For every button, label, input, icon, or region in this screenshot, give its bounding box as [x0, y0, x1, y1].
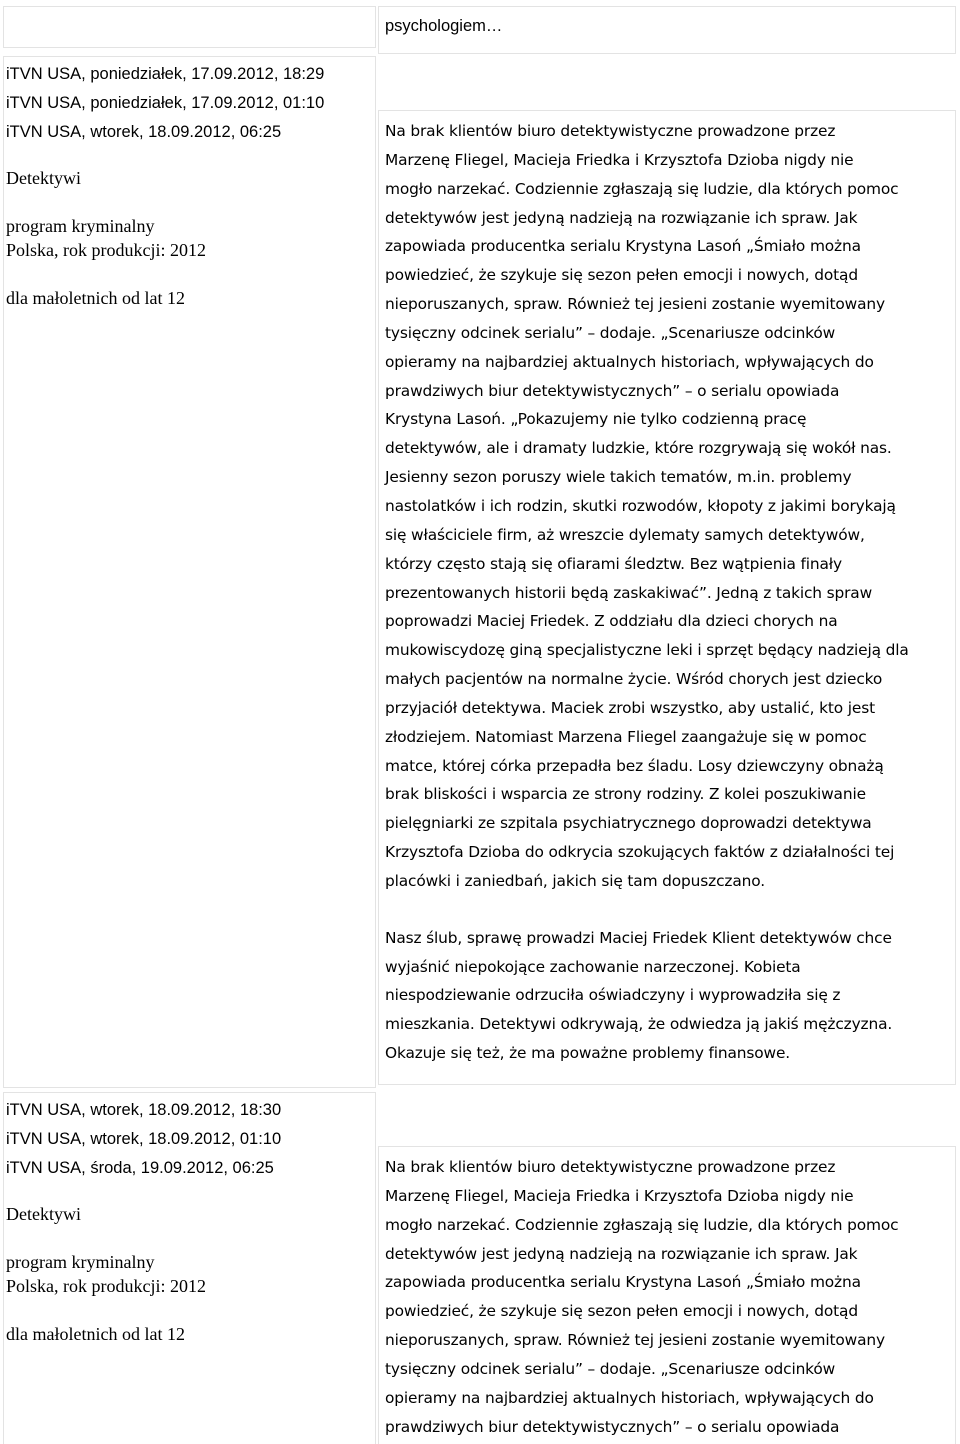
description-line: małych pacjentów na normalne życie. Wśród chorych jest dziecko — [385, 670, 883, 689]
description-line: Na brak klientów biuro detektywistyczne prowadzone przez — [385, 122, 836, 140]
description-line: nastolatków i ich rodzin, skutki rozwodów, kłopoty z jakimi borykają — [385, 496, 896, 515]
description-line: detektywów jest jedyną nadzieją na rozwiązanie ich spraw. Jak — [385, 208, 858, 227]
description-line: nieporuszanych, spraw. Również tej jesieni zostanie wyemitowany — [385, 1331, 885, 1350]
description-line: powiedzieć, że szykuje się sezon pełen emocji i nowych, dotąd — [385, 266, 858, 285]
description-line: tysięczny odcinek serialu” – dodaje. „Scenariusze odcinków — [385, 323, 836, 342]
description-line: tysięczny odcinek serialu” – dodaje. „Scenariusze odcinków — [385, 1359, 836, 1378]
top-right-cell — [378, 6, 956, 54]
episode-line: Nasz ślub, sprawę prowadzi Maciej Friedek Klient detektywów chce — [385, 928, 892, 947]
entry-1-description-cell — [378, 110, 956, 1085]
episode-description — [385, 924, 955, 1068]
description-line: Marzenę Fliegel, Macieja Friedka i Krzysztofa Dzioba nigdy nie — [385, 150, 854, 169]
broadcast-line: iTVN USA, środa, 19.09.2012, 06:25 — [6, 1158, 274, 1177]
description-line: się właściciele firm, aż wreszcie dylematy samych detektywów, — [385, 525, 865, 544]
broadcast-line: iTVN USA, wtorek, 18.09.2012, 01:10 — [6, 1129, 282, 1148]
episode-line: niespodziewanie odrzuciła oświadczyny i wyprowadziła się z — [385, 986, 841, 1005]
age-rating: dla małoletnich od lat 12 — [6, 1324, 185, 1345]
description-line: prezentowanych historii będą zaskakiwać”. Jedną z takich spraw — [385, 583, 873, 602]
top-left-cell — [3, 6, 376, 48]
program-title: Detektywi — [6, 1204, 81, 1225]
program-title: Detektywi — [6, 168, 81, 189]
description-line: detektywów jest jedyną nadzieją na rozwiązanie ich spraw. Jak — [385, 1244, 858, 1263]
description — [385, 1153, 955, 1441]
entry-1-meta-cell — [3, 56, 376, 1088]
description-line: złodziejem. Natomiast Marzena Fliegel zaangażuje się w pomoc — [385, 727, 867, 746]
description-line: opieramy na najbardziej aktualnych historiach, wpływających do — [385, 1388, 874, 1407]
description-line: detektywów, ale i dramaty ludzkie, które rozgrywają się wokół nas. — [385, 439, 892, 458]
description-line: prawdziwych biur detektywistycznych” – o serialu opowiada — [385, 381, 840, 400]
entry-2-meta-cell — [3, 1092, 376, 1444]
description-line: Na brak klientów biuro detektywistyczne prowadzone przez — [385, 1158, 836, 1176]
description — [385, 117, 955, 896]
description-line: opieramy na najbardziej aktualnych historiach, wpływających do — [385, 352, 874, 371]
broadcast-line: iTVN USA, poniedziałek, 17.09.2012, 18:29 — [6, 65, 325, 83]
episode-line: Okazuje się też, że ma poważne problemy finansowe. — [385, 1044, 791, 1063]
description-line: placówki i zaniedbań, jakich się tam dopuszczano. — [385, 871, 765, 890]
episode-line: wyjaśnić niepokojące zachowanie narzeczonej. Kobieta — [385, 957, 801, 976]
description-line: Jesienny sezon poruszy wiele takich tematów, m.in. problemy — [385, 468, 852, 487]
age-rating: dla małoletnich od lat 12 — [6, 288, 185, 309]
broadcast-line: iTVN USA, wtorek, 18.09.2012, 06:25 — [6, 122, 282, 141]
broadcast-line: iTVN USA, wtorek, 18.09.2012, 18:30 — [6, 1101, 282, 1119]
description-line: przyjaciół detektywa. Maciek zrobi wszystko, aby ustalić, kto jest — [385, 698, 875, 717]
description-line: mogło narzekać. Codziennie zgłaszają się ludzie, dla których pomoc — [385, 179, 899, 198]
description-line: którzy często stają się ofiarami śledztw. Bez wątpienia finały — [385, 554, 842, 573]
description-line: pielęgniarki ze szpitala psychiatrycznego doprowadzi detektywa — [385, 814, 872, 833]
description-line: brak bliskości i wsparcia ze strony rodziny. Z kolei poszukiwanie — [385, 785, 866, 804]
description-line: Krzysztofa Dzioba do odkrycia szokujących faktów z działalności tej — [385, 843, 895, 862]
program-genre: program kryminalny — [6, 1252, 155, 1273]
program-country-year: Polska, rok produkcji: 2012 — [6, 1276, 206, 1297]
description-line: mukowiscydozę giną specjalistyczne leki i sprzęt będący nadzieją dla — [385, 641, 909, 660]
entry-2-description-cell — [378, 1146, 956, 1444]
description-line: nieporuszanych, spraw. Również tej jesieni zostanie wyemitowany — [385, 295, 885, 314]
episode-line: mieszkania. Detektywi odkrywają, że odwiedza ją jakiś mężczyzna. — [385, 1015, 893, 1034]
description-line: mogło narzekać. Codziennie zgłaszają się ludzie, dla których pomoc — [385, 1215, 899, 1234]
program-country-year: Polska, rok produkcji: 2012 — [6, 240, 206, 261]
top-cell-text: psychologiem… — [385, 17, 503, 35]
description-line: Krystyna Lasoń. „Pokazujemy nie tylko codzienną pracę — [385, 410, 807, 429]
description-line: zapowiada producentka serialu Krystyna Lasoń „Śmiało można — [385, 1273, 861, 1292]
description-line: matce, której córka przepadła bez śladu. Losy dziewczyny obnażą — [385, 756, 884, 775]
description-line: powiedzieć, że szykuje się sezon pełen emocji i nowych, dotąd — [385, 1302, 858, 1321]
description-line: poprowadzi Maciej Friedek. Z oddziału dla dzieci chorych na — [385, 612, 838, 631]
program-genre: program kryminalny — [6, 216, 155, 237]
description-line: Marzenę Fliegel, Macieja Friedka i Krzysztofa Dzioba nigdy nie — [385, 1186, 854, 1205]
broadcast-line: iTVN USA, poniedziałek, 17.09.2012, 01:10 — [6, 93, 325, 112]
description-line: prawdziwych biur detektywistycznych” – o serialu opowiada — [385, 1417, 840, 1436]
description-line: zapowiada producentka serialu Krystyna Lasoń „Śmiało można — [385, 237, 861, 256]
